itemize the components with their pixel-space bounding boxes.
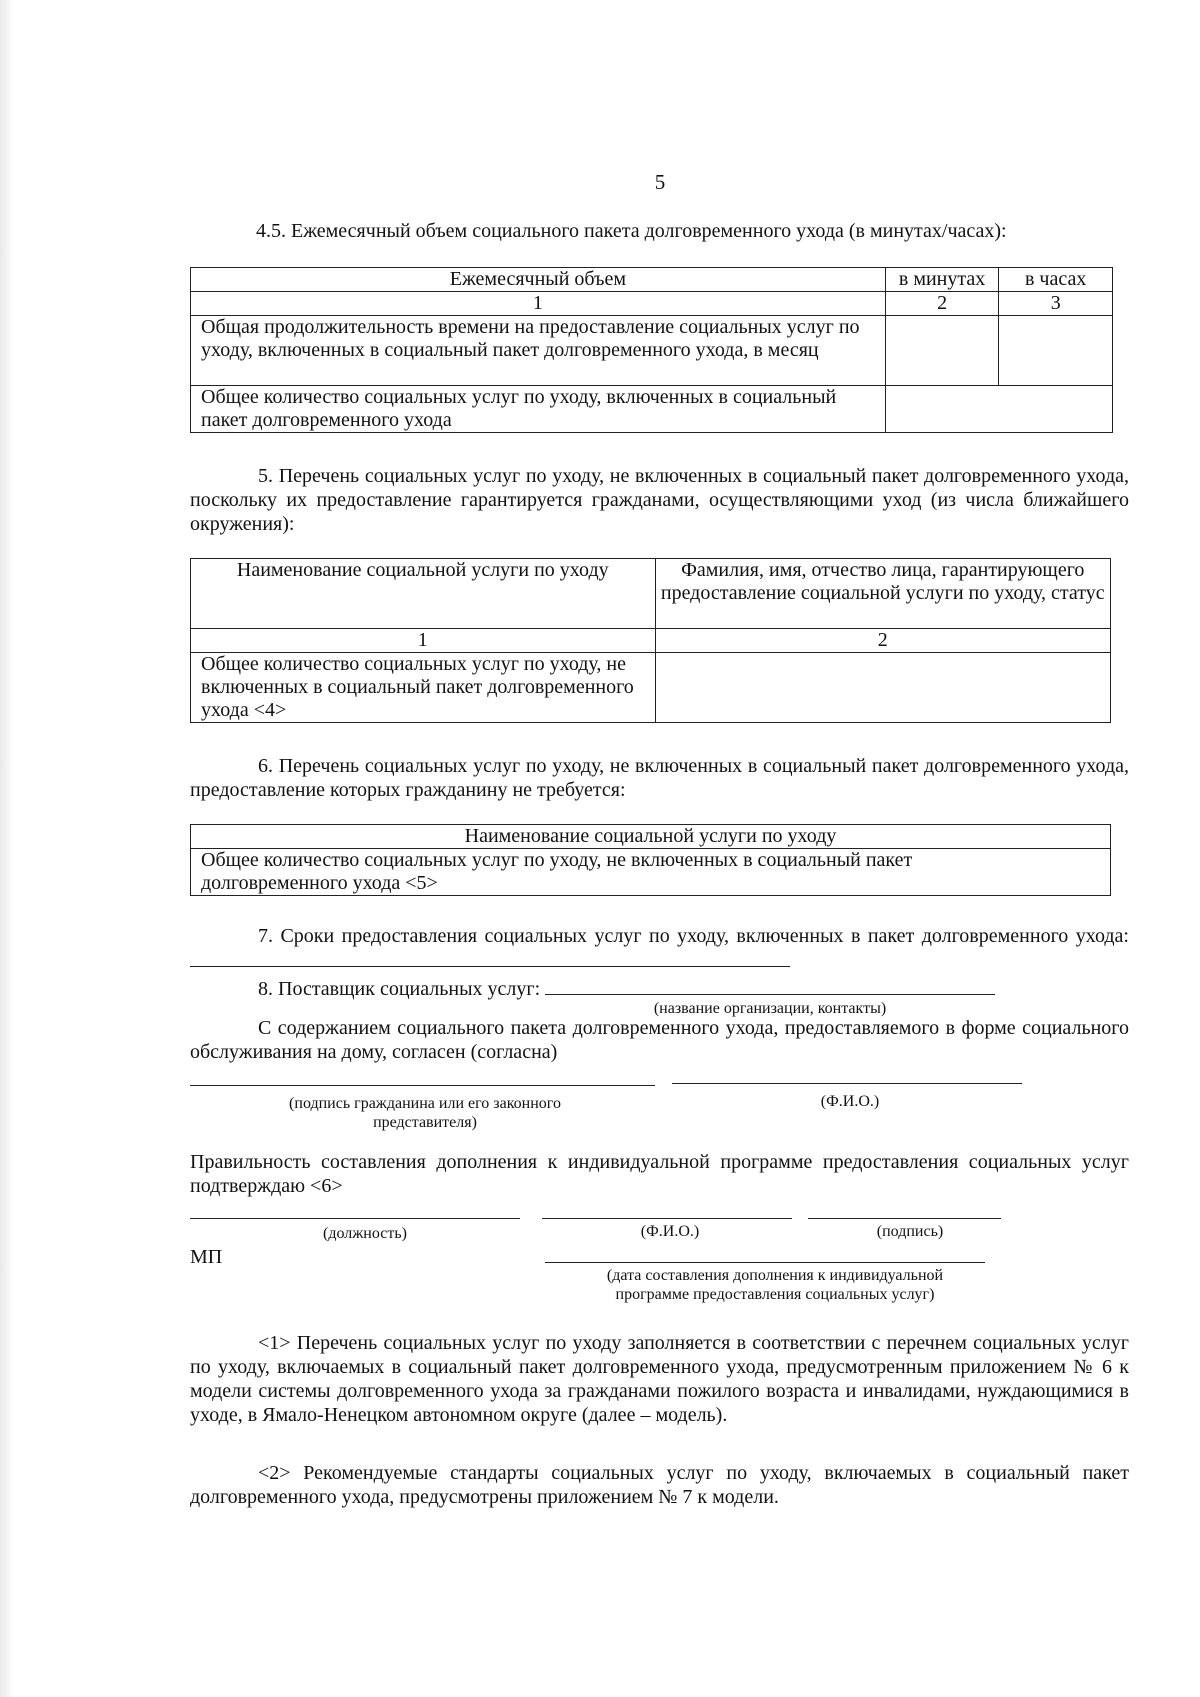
col-header-service-name: Наименование социальной услуги по уходу [191, 559, 656, 629]
signature-line[interactable] [190, 1085, 655, 1086]
not-required-services-table [190, 824, 1111, 896]
cell-minutes-duration[interactable] [885, 316, 999, 386]
consent-text: С содержанием социального пакета долговременного ухода, предоставляемого в форме социального обслуживания на дому, согласен (согласна) [190, 1017, 1129, 1063]
fio-caption: (Ф.И.О.) [820, 1093, 880, 1110]
col-header-caregiver-name: Фамилия, имя, отчество лица, гарантирующего предоставление социальной услуги по уходу, статус [655, 559, 1111, 629]
table-row [191, 653, 1111, 723]
table-header-row [191, 559, 1111, 629]
col-header-volume: Ежемесячный объем [191, 268, 886, 292]
table-header-row [191, 825, 1111, 849]
confirmation-fio-caption: (Ф.И.О.) [640, 1223, 700, 1240]
section-4-5-heading: 4.5. Ежемесячный объем социального пакета долговременного ухода (в минутах/часах): [256, 220, 1007, 242]
section-7-label: 7. Сроки предоставления социальных услуг по уходу, включенных в пакет долговременного ухода: [258, 925, 1129, 947]
fio-line[interactable] [672, 1083, 1022, 1084]
table-number-row [191, 292, 1113, 316]
table-number-row [191, 629, 1111, 653]
page-number: 5 [654, 170, 666, 194]
position-caption: (должность) [323, 1225, 407, 1242]
date-line[interactable] [545, 1262, 985, 1263]
cell-hours-duration[interactable] [999, 316, 1113, 386]
confirmation-fio-line[interactable] [542, 1218, 792, 1219]
row-services-count: Общее количество социальных услуг по уходу, не включенных в социальный пакет долговременного ухода <4> [191, 653, 656, 723]
terms-fill-line[interactable] [190, 948, 790, 967]
confirmation-signature-line[interactable] [808, 1218, 1001, 1219]
col-number-2: 2 [655, 629, 1111, 653]
col-header-minutes: в минутах [885, 268, 999, 292]
confirmation-signature-caption: (подпись) [876, 1223, 944, 1240]
row-total-duration: Общая продолжительность времени на предоставление социальных услуг по уходу, включенных в социальный пакет долговременного ухода, в месяц [191, 316, 886, 386]
section-8-label: 8. Поставщик социальных услуг: [258, 978, 541, 1000]
section-6-text: 6. Перечень социальных услуг по уходу, не включенных в социальный пакет долговременного ухода, предоставление которых гражданину не требуется: [190, 755, 1129, 801]
footnote-1: <1> Перечень социальных услуг по уходу заполняется в соответствии с перечнем социальных услуг по уходу, включаемых в социальный пакет долговременного ухода, предусмотренным приложением № 6 к модели системы долговременного ухода за гражданами пожилого возраста и инвалидами, нуждающимися в уходе, в Ямало-Ненецком автономном округе (далее – модель). [190, 1332, 1129, 1426]
table-row [191, 316, 1113, 386]
cell-caregiver-value[interactable] [655, 653, 1111, 723]
table-row [191, 386, 1113, 433]
provider-fill-line[interactable] [545, 976, 995, 995]
table-header-row [191, 268, 1113, 292]
col-header-hours: в часах [999, 268, 1113, 292]
section-7-text [190, 924, 1129, 973]
signature-caption: (подпись гражданина или его законного представителя) [289, 1095, 561, 1131]
confirmation-text: Правильность составления дополнения к индивидуальной программе предоставления социальных услуг подтверждаю <6> [190, 1151, 1129, 1197]
col-number-2: 2 [885, 292, 999, 316]
position-line[interactable] [190, 1218, 520, 1219]
caregiver-services-table [190, 558, 1111, 723]
row-total-count: Общее количество социальных услуг по уходу, включенных в социальный пакет долговременного ухода [191, 386, 886, 433]
scan-page-edge [0, 0, 14, 1697]
col-header-service-name: Наименование социальной услуги по уходу [191, 825, 1111, 849]
row-not-required-count: Общее количество социальных услуг по уходу, не включенных в социальный пакет долговременного ухода <5> [191, 849, 1111, 896]
section-5-text: 5. Перечень социальных услуг по уходу, не включенных в социальный пакет долговременного ухода, поскольку их предоставление гарантируется гражданами, осуществляющими уход (из числа ближайшего окружения): [190, 465, 1129, 535]
section-8-line [258, 976, 1138, 1001]
table-row [191, 849, 1111, 896]
col-number-1: 1 [191, 292, 886, 316]
date-caption: (дата составления дополнения к индивидуальной программе предоставления социальных услуг) [606, 1267, 944, 1303]
cell-count-value[interactable] [885, 386, 1112, 433]
col-number-1: 1 [191, 629, 656, 653]
monthly-volume-table [190, 267, 1113, 433]
provider-caption: (название организации, контакты) [653, 1000, 887, 1017]
col-number-3: 3 [999, 292, 1113, 316]
stamp-label: МП [190, 1246, 223, 1268]
footnote-2: <2> Рекомендуемые стандарты социальных услуг по уходу, включаемых в социальный пакет долговременного ухода, предусмотрены приложением № 7 к модели. [190, 1462, 1129, 1508]
